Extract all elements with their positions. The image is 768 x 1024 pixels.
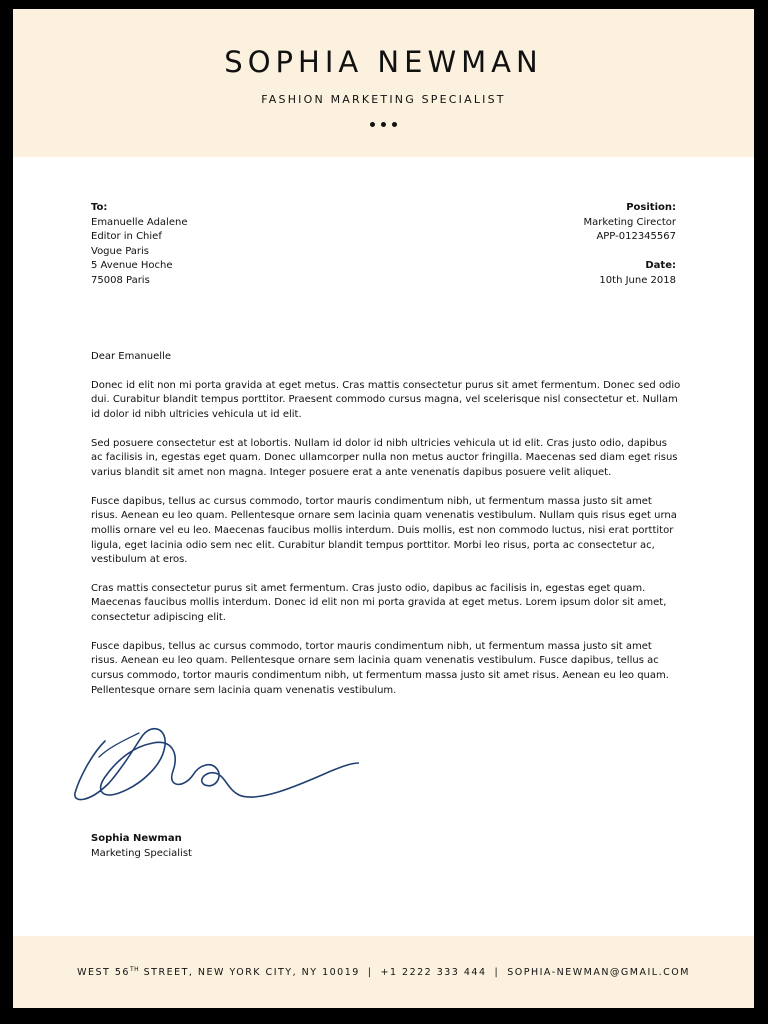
separator: | [494,967,500,979]
greeting: Dear Emanuelle [91,351,171,362]
phone: +1 2222 333 444 [380,967,487,979]
email: SOPHIA-NEWMAN@GMAIL.COM [507,967,690,979]
recipient-street: 5 Avenue Hoche [91,260,173,272]
separator: | [367,967,373,979]
letter-page [13,9,754,1008]
paragraph: Sed posuere consectetur est at lobortis. Nullam id dolor id nibh ultricies vehicula ut id elit. Cras justo odio, dapibus ac facilisis in, egestas eget quam. Donec ullamcorper nulla non metus auctor fringilla. Maecenas sed diam eget risus varius blandit sit amet non magna. Integer posuere erat a ante venenatis dapibus posuere velit aliquet. [91,437,678,478]
letter-date: 10th June 2018 [599,274,676,286]
recipient-label: To: [91,202,108,213]
decorative-dots [13,122,754,127]
position-ref: APP-012345567 [596,231,676,243]
recipient-block [91,201,187,289]
address [77,967,360,978]
sender-name: SOPHIA NEWMAN [224,45,543,79]
paragraph: Fusce dapibus, tellus ac cursus commodo, tortor mauris condimentum nibh, ut fermentum massa justo sit amet risus. Aenean eu leo quam. Pellentesque ornare sem lacinia quam venenatis vestibulum. Nullam quis risus eget urna mollis ornare vel eu leo. Maecenas faucibus mollis interdum. Duis mollis, est non commodo luctus, nisi erat porttitor ligula, eget lacinia odio sem nec elit. Curabitur blandit tempus porttitor. Morbi leo risus, porta ac consectetur ac, vestibulum at eros. [91,495,677,566]
recipient-role: Editor in Chief [91,231,162,243]
letter-body [91,350,681,712]
position-block [584,201,676,289]
paragraph: Fusce dapibus, tellus ac cursus commodo, tortor mauris condimentum nibh, ut fermentum massa justo sit amet risus. Aenean eu leo quam. Pellentesque ornare sem lacinia quam venenatis vestibulum. Fusce dapibus, tellus ac cursus commodo, tortor mauris condimentum nibh, ut fermentum massa justo sit amet risus. Aenean eu leo quam. Pellentesque ornare sem lacinia quam venenatis vestibulum. [91,640,669,696]
dot-icon [392,122,397,127]
letterhead-footer [13,936,754,1008]
address-part: STREET, NEW YORK CITY, NY 10019 [139,967,360,979]
dot-icon [381,122,386,127]
address-ordinal: TH [129,966,140,973]
contact-line [13,966,754,978]
paragraph: Donec id elit non mi porta gravida at eget metus. Cras mattis consectetur purus sit amet fermentum. Donec sed odio dui. Curabitur blandit tempus porttitor. Praesent commodo cursus magna, vel scelerisque nisl consectetur et. Nullam id dolor id nibh ultricies vehicula ut id elit. [91,379,681,420]
signoff-title: Marketing Specialist [91,847,192,859]
sender-title: FASHION MARKETING SPECIALIST [261,93,506,106]
recipient-name: Emanuelle Adalene [91,216,188,228]
letterhead-header [13,9,754,157]
recipient-company: Vogue Paris [91,245,150,257]
position-title: Marketing Cirector [583,216,676,228]
dot-icon [370,122,375,127]
signoff-name: Sophia Newman [91,833,182,844]
date-label: Date: [645,260,676,272]
position-label: Position: [626,202,676,213]
address-part: WEST 56 [77,967,130,979]
paragraph: Cras mattis consectetur purus sit amet fermentum. Cras justo odio, dapibus ac facilisis in, egestas eget quam. Maecenas faucibus mollis interdum. Donec id elit non mi porta gravida at eget metus. Lorem ipsum dolor sit amet, consectetur adipiscing elit. [91,582,667,624]
signoff-block [91,832,192,861]
recipient-city: 75008 Paris [91,274,150,286]
handwritten-signature [69,717,359,809]
